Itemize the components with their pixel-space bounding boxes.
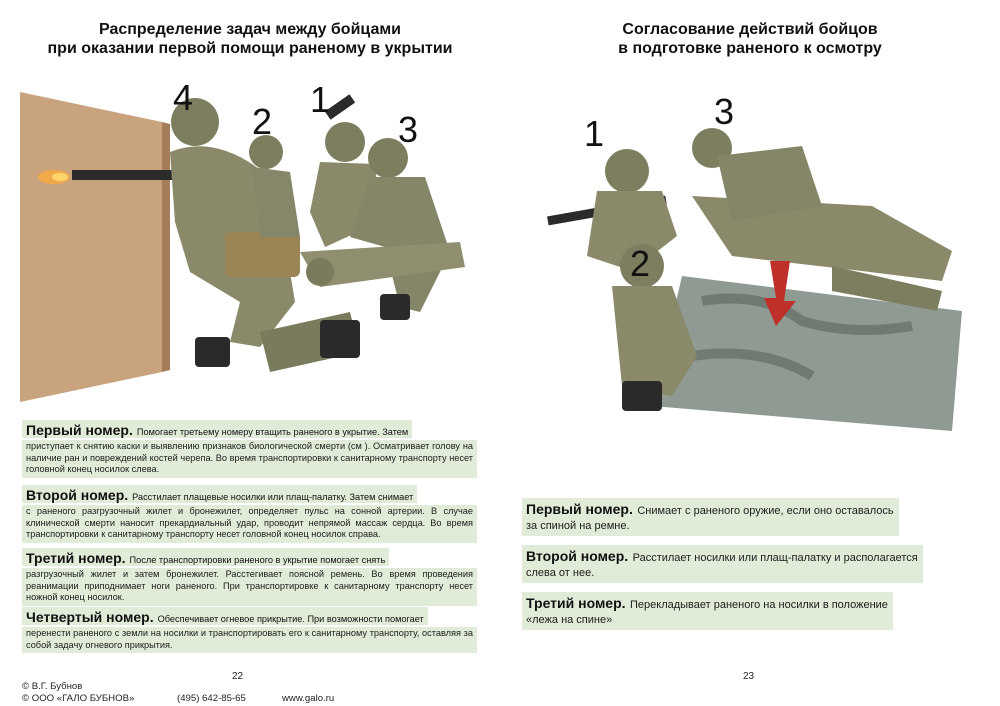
rifle-4-shape <box>72 170 182 180</box>
label-1: 1 <box>310 79 331 120</box>
cover-scene-illustration <box>20 72 482 402</box>
right-item-1-text-line1: Снимает с раненого оружие, если оно оставалось <box>637 505 894 517</box>
left-item-4-heading: Четвертый номер. <box>26 609 154 625</box>
right-page-title <box>500 20 1000 58</box>
soldier-4-pouches <box>225 232 300 277</box>
right-item-1 <box>522 498 899 536</box>
wounded-helmet <box>306 258 334 286</box>
left-title-line1: Распределение задач между бойцами <box>98 21 402 38</box>
left-item-3-lead: После транспортировки раненого в укрытие помогает снять <box>129 555 386 565</box>
right-item-2 <box>522 545 923 583</box>
soldier-1-helmet <box>325 122 365 162</box>
left-item-3-text: разгрузочный жилет и затем бронежилет. Расстегивает поясной ремень. Во время проведения реанимации приподнимает ноги раненого. При транспортировке к санитарному транспорту несет ножной конец носилок. <box>22 568 477 606</box>
right-title-line2: в подготовке раненого к осмотру <box>618 40 882 57</box>
soldier-2-body <box>252 167 300 237</box>
soldier-1-helmet <box>605 149 649 193</box>
left-item-1-lead: Помогает третьему номеру втащить раненого в укрытие. Затем <box>136 427 409 437</box>
label-2: 2 <box>252 101 273 142</box>
right-item-3-box <box>522 592 893 630</box>
left-page-title <box>0 20 500 58</box>
footer <box>22 681 334 705</box>
footer-website-link[interactable]: www.galo.ru <box>282 693 335 704</box>
label-3: 3 <box>398 109 419 150</box>
right-item-3 <box>522 592 893 630</box>
muzzle-flash-core <box>52 173 68 181</box>
label-4: 4 <box>173 77 194 118</box>
left-item-1-header <box>22 420 412 438</box>
left-item-4-lead: Обеспечивает огневое прикрытие. При возможности помогает <box>157 614 424 624</box>
left-item-1-text: приступает к снятию каски и выявлению признаков биологической смерти (см ). Осматривает голову на наличие ран и повреждений костей черепа. Во время транспортировки к санитарному транспорту несет головной конец носилок слева. <box>22 440 477 478</box>
left-item-4-text: перенести раненого с земли на носилки и транспортировать его к санитарному транспорту, оставляя за собой задачу огневого прикрытия. <box>22 627 477 653</box>
wall-shape <box>20 92 162 402</box>
left-item-2-heading: Второй номер. <box>26 487 129 503</box>
left-item-1-heading: Первый номер. <box>26 422 133 438</box>
right-item-1-heading: Первый номер. <box>526 501 633 517</box>
left-item-2-header <box>22 485 417 503</box>
footer-contact-row <box>22 693 334 705</box>
footer-company: © ООО «ГАЛО БУБНОВ» <box>22 693 135 704</box>
wall-edge <box>162 122 170 372</box>
label-2: 2 <box>630 243 651 284</box>
left-item-4 <box>22 607 477 653</box>
left-item-3 <box>22 548 477 606</box>
right-item-2-box <box>522 545 923 583</box>
left-item-2 <box>22 485 477 543</box>
right-item-2-text-line2: слева от нее. <box>526 567 595 579</box>
right-page-number: 23 <box>743 671 755 682</box>
left-item-2-lead: Расстилает плащевые носилки или плащ-палатку. Затем снимает <box>132 492 414 502</box>
soldier-3-boot <box>380 294 410 320</box>
left-item-1 <box>22 420 477 478</box>
soldier-2-boot <box>622 381 662 411</box>
right-item-1-text-line2: за спиной на ремне. <box>526 520 630 532</box>
right-page <box>500 0 1000 706</box>
soldier-4-boot-2 <box>195 337 230 367</box>
right-title-line1: Согласование действий бойцов <box>622 21 878 38</box>
right-item-2-text-line1: Расстилает носилки или плащ-палатку и располагается <box>632 552 918 564</box>
label-1: 1 <box>584 113 605 154</box>
label-3: 3 <box>714 91 735 132</box>
left-page-number: 22 <box>232 671 244 682</box>
left-item-3-heading: Третий номер. <box>26 550 126 566</box>
right-item-1-box <box>522 498 899 536</box>
left-item-2-text: с раненого разгрузочный жилет и бронежилет, определяет пульс на сонной артерии. В случае клинической смерти наносит прекардиальный удар, проводит непрямой массаж сердца. Во время транспортировки к санитарному транспорту несет головной конец носилок справа. <box>22 505 477 543</box>
soldier-4-boot <box>320 320 360 358</box>
footer-phone: (495) 642-85-65 <box>177 693 246 704</box>
left-title-line2: при оказании первой помощи раненому в укрытии <box>47 40 453 57</box>
left-item-4-header <box>22 607 428 625</box>
right-item-3-heading: Третий номер. <box>526 595 626 611</box>
right-item-3-text-line2: «лежа на спине» <box>526 614 613 626</box>
left-item-3-header <box>22 548 389 566</box>
stretcher-scene-illustration <box>532 86 972 436</box>
right-item-3-text-line1: Перекладывает раненого на носилки в положение <box>630 599 888 611</box>
right-item-2-heading: Второй номер. <box>526 548 629 564</box>
footer-author: © В.Г. Бубнов <box>22 681 83 692</box>
